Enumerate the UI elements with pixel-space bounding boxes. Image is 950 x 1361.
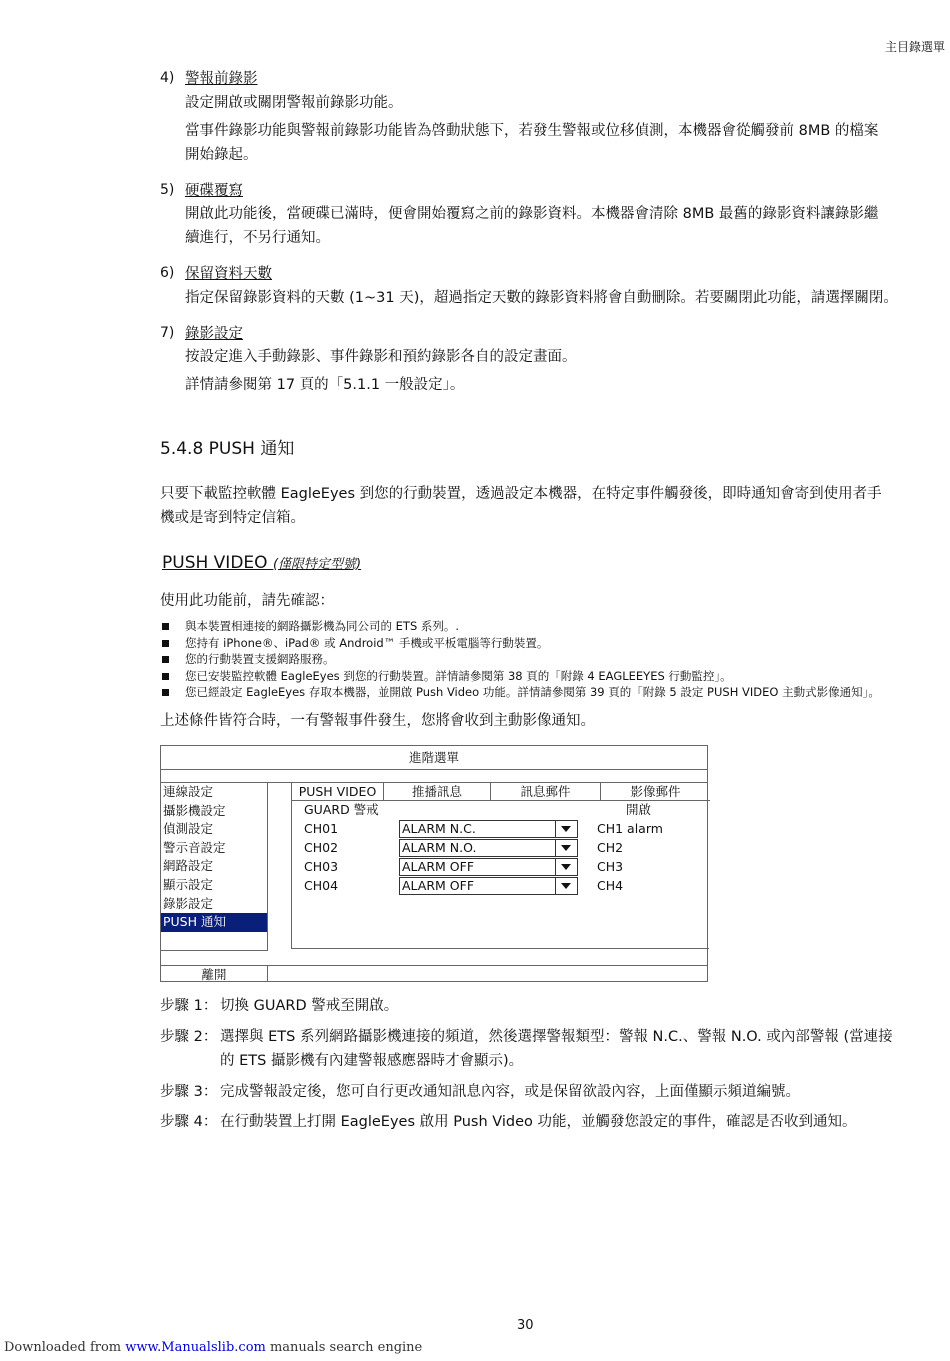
alarm-type-value: ALARM OFF: [402, 878, 475, 893]
download-prefix: Downloaded from: [4, 1340, 122, 1355]
subsection-note: (僅限特定型號): [272, 557, 362, 572]
channel-label: CH04: [304, 878, 339, 893]
exit-button[interactable]: 離開: [161, 965, 268, 982]
item-title: 錄影設定: [185, 326, 243, 342]
item-line: 開始錄起。: [185, 147, 258, 163]
channel-label: CH02: [304, 840, 339, 855]
download-suffix: manuals search engine: [269, 1340, 423, 1355]
tab-push-video[interactable]: PUSH VIDEO: [292, 783, 384, 801]
guard-value[interactable]: 開啟: [626, 802, 652, 817]
conclusion-text: 上述條件皆符合時，一有警報事件發生，您將會收到主動影像通知。: [160, 713, 595, 729]
step-text: 在行動裝置上打開 EagleEyes 啟用 Push Video 功能，並觸發您設定的事件，確認是否收到通知。: [220, 1114, 857, 1130]
tab-video-mail[interactable]: 影像郵件: [601, 783, 710, 801]
menu-sidebar: [161, 783, 268, 951]
item-line: 詳情請參閱第 17 頁的「5.1.1 一般設定」。: [185, 377, 465, 393]
guard-label: GUARD 警戒: [304, 802, 379, 817]
subsection-title: [162, 553, 361, 573]
item-line: 指定保留錄影資料的天數 (1~31 天)，超過指定天數的錄影資料將會自動刪除。若要關閉此功能，請選擇關閉。: [185, 290, 898, 306]
channel-label: CH03: [304, 859, 339, 874]
list-item: 您已經設定 EagleEyes 存取本機器，並開啟 Push Video 功能。詳情請參閱第 39 頁的「附錄 5 設定 PUSH VIDEO 主動式影像通知」。: [162, 684, 880, 701]
sidebar-item-alert[interactable]: 警示音設定: [163, 839, 226, 855]
subsection-title-text: PUSH VIDEO: [162, 553, 268, 573]
sidebar-item-detection[interactable]: 偵測設定: [163, 821, 214, 837]
alarm-type-select[interactable]: [399, 839, 578, 857]
alarm-type-select[interactable]: [399, 877, 578, 895]
advanced-menu-screenshot: [160, 745, 708, 982]
step-text: 切換 GUARD 警戒至開啟。: [220, 998, 399, 1014]
dropdown-arrow-icon[interactable]: [555, 878, 577, 894]
channel-label: CH01: [304, 821, 339, 836]
menu-band: [161, 770, 707, 783]
item-title: 警報前錄影: [185, 71, 258, 87]
section-heading: 5.4.8 PUSH 通知: [160, 439, 295, 459]
sidebar-item-record[interactable]: 錄影設定: [163, 895, 214, 911]
alarm-type-select[interactable]: [399, 858, 578, 876]
section-intro: 機或是寄到特定信箱。: [160, 510, 305, 526]
item-line: 當事件錄影功能與警報前錄影功能皆為啓動狀態下，若發生警報或位移偵測，本機器會從觸發前 8MB 的檔案: [185, 123, 879, 139]
alarm-type-select[interactable]: [399, 820, 578, 838]
step-text: 的 ETS 攝影機有內建警報感應器時才會顯示)。: [220, 1053, 524, 1069]
item-number: 6): [160, 265, 175, 281]
item-title: 硬碟覆寫: [185, 183, 243, 199]
step-text: 完成警報設定後，您可自行更改通知訊息內容，或是保留欲設內容，上面僅顯示頻道編號。: [220, 1084, 800, 1100]
list-item: 您已安裝監控軟體 EagleEyes 到您的行動裝置。詳情請參閱第 38 頁的「附錄 4 EAGLEEYES 行動監控」。: [162, 668, 880, 685]
menu-panel: [291, 783, 709, 949]
alarm-type-value: ALARM N.C.: [402, 821, 476, 836]
step-label: 步驟 1：: [160, 998, 218, 1014]
sidebar-item-display[interactable]: 顯示設定: [163, 876, 214, 892]
channel-name[interactable]: CH1 alarm: [597, 821, 663, 836]
alarm-type-value: ALARM N.O.: [402, 840, 477, 855]
item-number: 5): [160, 182, 175, 198]
channel-name[interactable]: CH3: [597, 859, 624, 874]
item-number: 7): [160, 325, 175, 341]
menu-title: 進階選單: [161, 746, 707, 770]
tab-push-message[interactable]: 推播訊息: [384, 783, 491, 801]
step-label: 步驟 3：: [160, 1084, 218, 1100]
step-label: 步驟 2：: [160, 1029, 218, 1045]
list-item: 您持有 iPhone®、iPad® 或 Android™ 手機或平板電腦等行動裝置。: [162, 635, 880, 652]
tab-message-mail[interactable]: 訊息郵件: [491, 783, 601, 801]
download-note: [4, 1340, 422, 1355]
step-label: 步驟 4：: [160, 1114, 218, 1130]
item-number: 4): [160, 70, 175, 86]
sidebar-item-network[interactable]: 網路設定: [163, 858, 214, 874]
sidebar-item-connection[interactable]: 連線設定: [163, 784, 214, 799]
step-text: 選擇與 ETS 系列網路攝影機連接的頻道，然後選擇警報類型：警報 N.C.、警報 N.O. 或內部警報 (當連接: [220, 1029, 893, 1045]
item-line: 按設定進入手動錄影、事件錄影和預約錄影各自的設定畫面。: [185, 349, 577, 365]
list-item: 與本裝置相連接的網路攝影機為同公司的 ETS 系列。.: [162, 618, 880, 635]
dropdown-arrow-icon[interactable]: [555, 840, 577, 856]
section-intro: 只要下載監控軟體 EagleEyes 到您的行動裝置，透過設定本機器，在特定事件觸發後，即時通知會寄到使用者手: [160, 486, 882, 502]
sidebar-item-push[interactable]: PUSH 通知: [161, 913, 267, 932]
prereq-text: 使用此功能前，請先確認：: [160, 593, 334, 609]
manualslib-link[interactable]: www.Manualslib.com: [125, 1340, 266, 1355]
item-line: 續進行，不另行通知。: [185, 230, 330, 246]
sidebar-item-camera[interactable]: 攝影機設定: [163, 802, 226, 818]
bullet-list: [162, 618, 880, 701]
list-item: 您的行動裝置支援網路服務。: [162, 651, 880, 668]
running-header: 主目錄選單: [885, 40, 946, 54]
dropdown-arrow-icon[interactable]: [555, 859, 577, 875]
alarm-type-value: ALARM OFF: [402, 859, 475, 874]
item-line: 開啟此功能後，當硬碟已滿時，便會開始覆寫之前的錄影資料。本機器會清除 8MB 最舊的錄影資料讓錄影繼: [185, 206, 879, 222]
channel-name[interactable]: CH4: [597, 878, 624, 893]
dropdown-arrow-icon[interactable]: [555, 821, 577, 837]
item-title: 保留資料天數: [185, 266, 272, 282]
page-number: 30: [517, 1318, 534, 1333]
item-line: 設定開啟或關閉警報前錄影功能。: [185, 95, 403, 111]
channel-name[interactable]: CH2: [597, 840, 624, 855]
